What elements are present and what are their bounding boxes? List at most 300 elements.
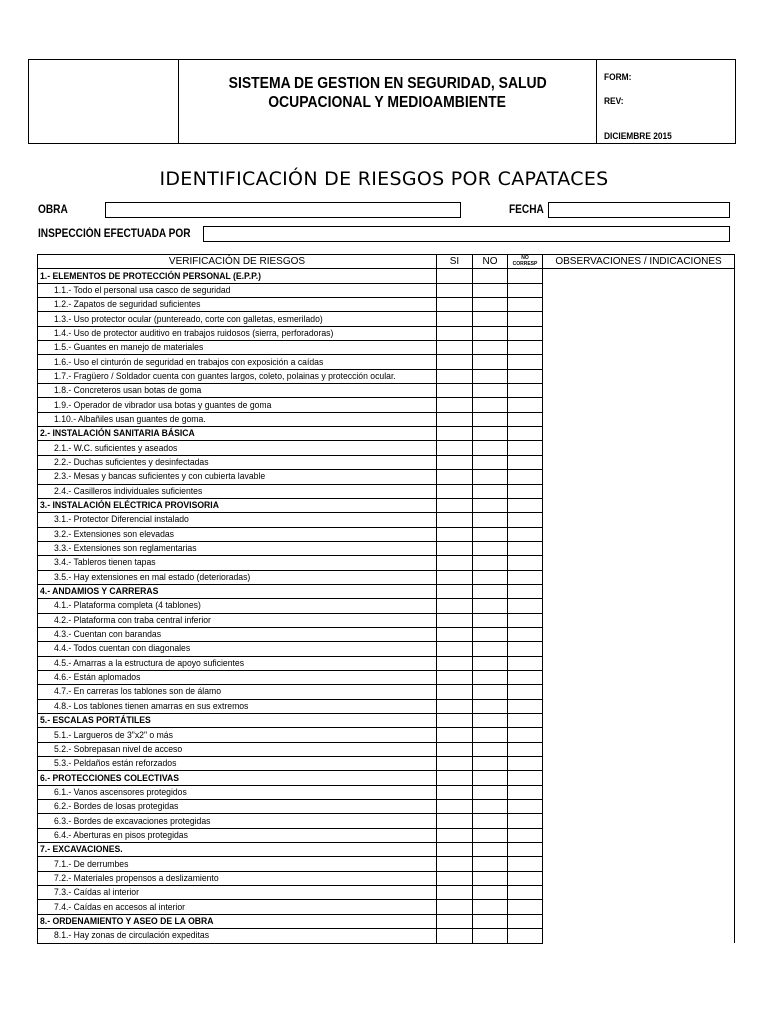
- si-cell[interactable]: [437, 556, 473, 570]
- no-corresp-cell[interactable]: [508, 599, 543, 613]
- si-cell[interactable]: [437, 714, 473, 728]
- section-title: 5.- ESCALAS PORTÁTILES: [38, 714, 437, 728]
- no-corresp-cell[interactable]: [508, 355, 543, 369]
- no-cell[interactable]: [473, 584, 508, 598]
- no-cell[interactable]: [473, 828, 508, 842]
- logo-area: [29, 60, 179, 143]
- observaciones-cell[interactable]: [543, 513, 735, 527]
- no-corresp-cell[interactable]: [508, 584, 543, 598]
- no-cell[interactable]: [473, 283, 508, 297]
- col-header-verificacion: VERIFICACIÓN DE RIESGOS: [38, 255, 437, 269]
- si-cell[interactable]: [437, 326, 473, 340]
- no-cell[interactable]: [473, 685, 508, 699]
- si-cell[interactable]: [437, 814, 473, 828]
- no-cell[interactable]: [473, 929, 508, 943]
- table-row: [38, 441, 735, 455]
- section-row: [38, 427, 735, 441]
- observaciones-cell[interactable]: [543, 427, 735, 441]
- observaciones-cell[interactable]: [543, 326, 735, 340]
- item-text: 4.6.- Están aplomados: [38, 670, 437, 684]
- no-corresp-cell[interactable]: [508, 828, 543, 842]
- item-text: 1.8.- Concreteros usan botas de goma: [38, 384, 437, 398]
- observaciones-cell[interactable]: [543, 771, 735, 785]
- si-cell[interactable]: [437, 771, 473, 785]
- observaciones-cell[interactable]: [543, 484, 735, 498]
- no-corresp-cell[interactable]: [508, 886, 543, 900]
- section-row: [38, 914, 735, 928]
- observaciones-cell[interactable]: [543, 742, 735, 756]
- si-cell[interactable]: [437, 455, 473, 469]
- no-cell[interactable]: [473, 771, 508, 785]
- observaciones-cell[interactable]: [543, 312, 735, 326]
- no-corresp-cell[interactable]: [508, 283, 543, 297]
- si-cell[interactable]: [437, 312, 473, 326]
- no-cell[interactable]: [473, 269, 508, 283]
- no-cell[interactable]: [473, 369, 508, 383]
- observaciones-cell[interactable]: [543, 828, 735, 842]
- observaciones-cell[interactable]: [543, 843, 735, 857]
- item-text: 1.6.- Uso el cinturón de seguridad en trabajos con exposición a caídas: [38, 355, 437, 369]
- observaciones-cell[interactable]: [543, 298, 735, 312]
- table-row: [38, 599, 735, 613]
- si-cell[interactable]: [437, 599, 473, 613]
- table-row: [38, 613, 735, 627]
- observaciones-cell[interactable]: [543, 728, 735, 742]
- si-cell[interactable]: [437, 298, 473, 312]
- header-meta: [597, 60, 735, 143]
- item-text: 1.3.- Uso protector ocular (puntereado, corte con galletas, esmerilado): [38, 312, 437, 326]
- observaciones-cell[interactable]: [543, 398, 735, 412]
- si-cell[interactable]: [437, 584, 473, 598]
- table-row: [38, 369, 735, 383]
- no-cell[interactable]: [473, 728, 508, 742]
- observaciones-cell[interactable]: [543, 470, 735, 484]
- no-cell[interactable]: [473, 757, 508, 771]
- no-corresp-cell[interactable]: [508, 656, 543, 670]
- no-corresp-cell[interactable]: [508, 771, 543, 785]
- si-cell[interactable]: [437, 900, 473, 914]
- item-text: 7.3.- Caídas al interior: [38, 886, 437, 900]
- risk-checklist-table: [37, 254, 735, 944]
- no-cell[interactable]: [473, 886, 508, 900]
- no-cell[interactable]: [473, 599, 508, 613]
- header-date: DICIEMBRE 2015: [604, 131, 672, 142]
- si-cell[interactable]: [437, 871, 473, 885]
- item-text: 1.5.- Guantes en manejo de materiales: [38, 341, 437, 355]
- si-cell[interactable]: [437, 828, 473, 842]
- no-cell[interactable]: [473, 800, 508, 814]
- item-text: 5.2.- Sobrepasan nivel de acceso: [38, 742, 437, 756]
- item-text: 1.7.- Fragüero / Soldador cuenta con guantes largos, coleto, polainas y protección ocular.: [38, 369, 437, 383]
- page-title: IDENTIFICACIÓN DE RIESGOS POR CAPATACES: [159, 168, 609, 190]
- col-header-no-corresp: NO CORRESP: [508, 255, 543, 269]
- no-cell[interactable]: [473, 670, 508, 684]
- no-corresp-cell[interactable]: [508, 455, 543, 469]
- observaciones-cell[interactable]: [543, 656, 735, 670]
- no-cell[interactable]: [473, 298, 508, 312]
- si-cell[interactable]: [437, 498, 473, 512]
- item-text: 4.8.- Los tablones tienen amarras en sus extremos: [38, 699, 437, 713]
- col-header-si: SI: [437, 255, 473, 269]
- si-cell[interactable]: [437, 283, 473, 297]
- table-row: [38, 384, 735, 398]
- no-corresp-cell[interactable]: [508, 613, 543, 627]
- no-cell[interactable]: [473, 914, 508, 928]
- header-title-line2: OCUPACIONAL Y MEDIOAMBIENTE: [268, 93, 507, 111]
- fecha-field[interactable]: [548, 202, 730, 218]
- item-text: 4.3.- Cuentan con barandas: [38, 627, 437, 641]
- si-cell[interactable]: [437, 341, 473, 355]
- table-row: [38, 627, 735, 641]
- no-corresp-cell[interactable]: [508, 341, 543, 355]
- table-row: [38, 742, 735, 756]
- no-cell[interactable]: [473, 900, 508, 914]
- no-cell[interactable]: [473, 427, 508, 441]
- no-corresp-cell[interactable]: [508, 527, 543, 541]
- item-text: 5.1.- Largueros de 3"x2" o más: [38, 728, 437, 742]
- table-row: [38, 828, 735, 842]
- observaciones-cell[interactable]: [543, 757, 735, 771]
- observaciones-cell[interactable]: [543, 871, 735, 885]
- observaciones-cell[interactable]: [543, 785, 735, 799]
- item-text: 6.3.- Bordes de excavaciones protegidas: [38, 814, 437, 828]
- section-row: [38, 771, 735, 785]
- item-text: 4.2.- Plataforma con traba central inferior: [38, 613, 437, 627]
- no-corresp-cell[interactable]: [508, 857, 543, 871]
- table-row: [38, 326, 735, 340]
- observaciones-cell[interactable]: [543, 584, 735, 598]
- observaciones-cell[interactable]: [543, 455, 735, 469]
- no-corresp-cell[interactable]: [508, 685, 543, 699]
- item-text: 1.1.- Todo el personal usa casco de seguridad: [38, 283, 437, 297]
- si-cell[interactable]: [437, 843, 473, 857]
- item-text: 6.1.- Vanos ascensores protegidos: [38, 785, 437, 799]
- no-corresp-cell[interactable]: [508, 929, 543, 943]
- no-cell[interactable]: [473, 355, 508, 369]
- si-cell[interactable]: [437, 627, 473, 641]
- si-cell[interactable]: [437, 369, 473, 383]
- section-title: 4.- ANDAMIOS Y CARRERAS: [38, 584, 437, 598]
- observaciones-cell[interactable]: [543, 498, 735, 512]
- section-title: 8.- ORDENAMIENTO Y ASEO DE LA OBRA: [38, 914, 437, 928]
- no-cell[interactable]: [473, 843, 508, 857]
- no-corresp-cell[interactable]: [508, 714, 543, 728]
- si-cell[interactable]: [437, 886, 473, 900]
- no-cell[interactable]: [473, 384, 508, 398]
- table-row: [38, 398, 735, 412]
- no-corresp-cell[interactable]: [508, 843, 543, 857]
- observaciones-cell[interactable]: [543, 886, 735, 900]
- item-text: 4.7.- En carreras los tablones son de álamo: [38, 685, 437, 699]
- no-corresp-cell[interactable]: [508, 670, 543, 684]
- document-header: [28, 59, 736, 144]
- si-cell[interactable]: [437, 914, 473, 928]
- no-cell[interactable]: [473, 455, 508, 469]
- si-cell[interactable]: [437, 484, 473, 498]
- observaciones-cell[interactable]: [543, 355, 735, 369]
- inspeccion-label: INSPECCIÓN EFECTUADA POR: [38, 228, 191, 240]
- item-text: 2.1.- W.C. suficientes y aseados: [38, 441, 437, 455]
- no-cell[interactable]: [473, 326, 508, 340]
- table-row: [38, 556, 735, 570]
- si-cell[interactable]: [437, 541, 473, 555]
- no-corresp-cell[interactable]: [508, 800, 543, 814]
- section-row: [38, 269, 735, 283]
- form-label: FORM:: [604, 72, 632, 83]
- no-cell[interactable]: [473, 541, 508, 555]
- item-text: 3.3.- Extensiones son reglamentarias: [38, 541, 437, 555]
- table-row: [38, 470, 735, 484]
- obra-label: OBRA: [38, 204, 68, 216]
- item-text: 4.1.- Plataforma completa (4 tablones): [38, 599, 437, 613]
- table-row: [38, 857, 735, 871]
- item-text: 2.3.- Mesas y bancas suficientes y con cubierta lavable: [38, 470, 437, 484]
- no-corresp-cell[interactable]: [508, 914, 543, 928]
- item-text: 3.2.- Extensiones son elevadas: [38, 527, 437, 541]
- observaciones-cell[interactable]: [543, 670, 735, 684]
- si-cell[interactable]: [437, 670, 473, 684]
- si-cell[interactable]: [437, 757, 473, 771]
- no-corresp-cell[interactable]: [508, 384, 543, 398]
- table-row: [38, 513, 735, 527]
- item-text: 1.10.- Albañiles usan guantes de goma.: [38, 412, 437, 426]
- no-cell[interactable]: [473, 613, 508, 627]
- observaciones-cell[interactable]: [543, 570, 735, 584]
- table-row: [38, 886, 735, 900]
- no-corresp-cell[interactable]: [508, 556, 543, 570]
- table-row: [38, 699, 735, 713]
- no-cell[interactable]: [473, 312, 508, 326]
- inspeccion-field[interactable]: [203, 226, 730, 242]
- si-cell[interactable]: [437, 800, 473, 814]
- si-cell[interactable]: [437, 785, 473, 799]
- si-cell[interactable]: [437, 929, 473, 943]
- si-cell[interactable]: [437, 470, 473, 484]
- si-cell[interactable]: [437, 570, 473, 584]
- table-row: [38, 728, 735, 742]
- item-text: 3.5.- Hay extensiones en mal estado (deterioradas): [38, 570, 437, 584]
- no-corresp-cell[interactable]: [508, 627, 543, 641]
- no-corresp-cell[interactable]: [508, 484, 543, 498]
- observaciones-cell[interactable]: [543, 929, 735, 943]
- si-cell[interactable]: [437, 427, 473, 441]
- observaciones-cell[interactable]: [543, 685, 735, 699]
- si-cell[interactable]: [437, 384, 473, 398]
- table-row: [38, 455, 735, 469]
- table-row: [38, 900, 735, 914]
- no-corresp-cell[interactable]: [508, 269, 543, 283]
- si-cell[interactable]: [437, 441, 473, 455]
- table-row: [38, 570, 735, 584]
- no-corresp-cell[interactable]: [508, 498, 543, 512]
- table-row: [38, 785, 735, 799]
- no-cell[interactable]: [473, 714, 508, 728]
- observaciones-cell[interactable]: [543, 613, 735, 627]
- si-cell[interactable]: [437, 857, 473, 871]
- table-row: [38, 685, 735, 699]
- si-cell[interactable]: [437, 642, 473, 656]
- no-cell[interactable]: [473, 513, 508, 527]
- table-row: [38, 412, 735, 426]
- observaciones-cell[interactable]: [543, 412, 735, 426]
- no-corresp-cell[interactable]: [508, 900, 543, 914]
- item-text: 4.4.- Todos cuentan con diagonales: [38, 642, 437, 656]
- observaciones-cell[interactable]: [543, 369, 735, 383]
- no-corresp-cell[interactable]: [508, 470, 543, 484]
- table-row: [38, 484, 735, 498]
- observaciones-cell[interactable]: [543, 800, 735, 814]
- table-row: [38, 312, 735, 326]
- table-header-row: [38, 255, 735, 269]
- no-cell[interactable]: [473, 341, 508, 355]
- table-row: [38, 670, 735, 684]
- item-text: 1.2.- Zapatos de seguridad suficientes: [38, 298, 437, 312]
- si-cell[interactable]: [437, 613, 473, 627]
- no-cell[interactable]: [473, 857, 508, 871]
- section-title: 1.- ELEMENTOS DE PROTECCIÓN PERSONAL (E.P.P.): [38, 269, 437, 283]
- no-cell[interactable]: [473, 556, 508, 570]
- item-text: 1.4.- Uso de protector auditivo en trabajos ruidosos (sierra, perforadoras): [38, 326, 437, 340]
- si-cell[interactable]: [437, 527, 473, 541]
- no-corresp-cell[interactable]: [508, 699, 543, 713]
- no-cell[interactable]: [473, 398, 508, 412]
- observaciones-cell[interactable]: [543, 541, 735, 555]
- observaciones-cell[interactable]: [543, 642, 735, 656]
- table-row: [38, 642, 735, 656]
- observaciones-cell[interactable]: [543, 627, 735, 641]
- item-text: 2.4.- Casilleros individuales suficientes: [38, 484, 437, 498]
- table-row: [38, 757, 735, 771]
- table-row: [38, 341, 735, 355]
- no-cell[interactable]: [473, 470, 508, 484]
- si-cell[interactable]: [437, 355, 473, 369]
- si-cell[interactable]: [437, 513, 473, 527]
- item-text: 7.1.- De derrumbes: [38, 857, 437, 871]
- si-cell[interactable]: [437, 269, 473, 283]
- no-corresp-cell[interactable]: [508, 441, 543, 455]
- no-cell[interactable]: [473, 441, 508, 455]
- table-row: [38, 283, 735, 297]
- section-title: 2.- INSTALACIÓN SANITARIA BÁSICA: [38, 427, 437, 441]
- item-text: 2.2.- Duchas suficientes y desinfectadas: [38, 455, 437, 469]
- header-title-line1: SISTEMA DE GESTION EN SEGURIDAD, SALUD: [228, 74, 547, 92]
- no-corresp-cell[interactable]: [508, 412, 543, 426]
- observaciones-cell[interactable]: [543, 714, 735, 728]
- section-row: [38, 498, 735, 512]
- section-row: [38, 584, 735, 598]
- table-row: [38, 298, 735, 312]
- no-corresp-cell[interactable]: [508, 513, 543, 527]
- section-row: [38, 843, 735, 857]
- observaciones-cell[interactable]: [543, 599, 735, 613]
- no-corresp-cell[interactable]: [508, 312, 543, 326]
- si-cell[interactable]: [437, 656, 473, 670]
- item-text: 4.5.- Amarras a la estructura de apoyo suficientes: [38, 656, 437, 670]
- si-cell[interactable]: [437, 699, 473, 713]
- observaciones-cell[interactable]: [543, 269, 735, 283]
- no-corresp-cell[interactable]: [508, 398, 543, 412]
- table-row: [38, 355, 735, 369]
- observaciones-cell[interactable]: [543, 527, 735, 541]
- observaciones-cell[interactable]: [543, 814, 735, 828]
- fecha-label: FECHA: [509, 204, 544, 216]
- no-corresp-cell[interactable]: [508, 728, 543, 742]
- no-corresp-cell[interactable]: [508, 785, 543, 799]
- no-corresp-cell[interactable]: [508, 298, 543, 312]
- no-cell[interactable]: [473, 814, 508, 828]
- si-cell[interactable]: [437, 728, 473, 742]
- no-corresp-cell[interactable]: [508, 369, 543, 383]
- obra-field[interactable]: [105, 202, 461, 218]
- header-title: [179, 60, 597, 143]
- no-cell[interactable]: [473, 742, 508, 756]
- no-corresp-cell[interactable]: [508, 427, 543, 441]
- rev-label: REV:: [604, 96, 624, 107]
- table-row: [38, 656, 735, 670]
- no-corresp-cell[interactable]: [508, 757, 543, 771]
- si-cell[interactable]: [437, 412, 473, 426]
- si-cell[interactable]: [437, 742, 473, 756]
- observaciones-cell[interactable]: [543, 914, 735, 928]
- no-corresp-cell[interactable]: [508, 814, 543, 828]
- no-cell[interactable]: [473, 699, 508, 713]
- section-row: [38, 714, 735, 728]
- no-corresp-cell[interactable]: [508, 541, 543, 555]
- observaciones-cell[interactable]: [543, 441, 735, 455]
- item-text: 6.4.- Aberturas en pisos protegidas: [38, 828, 437, 842]
- no-cell[interactable]: [473, 412, 508, 426]
- observaciones-cell[interactable]: [543, 857, 735, 871]
- observaciones-cell[interactable]: [543, 341, 735, 355]
- no-cell[interactable]: [473, 627, 508, 641]
- no-cell[interactable]: [473, 498, 508, 512]
- si-cell[interactable]: [437, 398, 473, 412]
- no-cell[interactable]: [473, 871, 508, 885]
- col-header-no: NO: [473, 255, 508, 269]
- no-cell[interactable]: [473, 785, 508, 799]
- no-corresp-cell[interactable]: [508, 570, 543, 584]
- si-cell[interactable]: [437, 685, 473, 699]
- observaciones-cell[interactable]: [543, 699, 735, 713]
- section-title: 3.- INSTALACIÓN ELÉCTRICA PROVISORIA: [38, 498, 437, 512]
- no-corresp-cell[interactable]: [508, 871, 543, 885]
- no-corresp-cell[interactable]: [508, 642, 543, 656]
- no-cell[interactable]: [473, 527, 508, 541]
- no-cell[interactable]: [473, 656, 508, 670]
- no-corresp-cell[interactable]: [508, 326, 543, 340]
- item-text: 8.1.- Hay zonas de circulación expeditas: [38, 929, 437, 943]
- observaciones-cell[interactable]: [543, 556, 735, 570]
- table-row: [38, 814, 735, 828]
- observaciones-cell[interactable]: [543, 384, 735, 398]
- observaciones-cell[interactable]: [543, 900, 735, 914]
- table-row: [38, 929, 735, 943]
- item-text: 1.9.- Operador de vibrador usa botas y guantes de goma: [38, 398, 437, 412]
- no-cell[interactable]: [473, 484, 508, 498]
- item-text: 7.2.- Materiales propensos a deslizamiento: [38, 871, 437, 885]
- no-corresp-cell[interactable]: [508, 742, 543, 756]
- item-text: 5.3.- Peldaños están reforzados: [38, 757, 437, 771]
- section-title: 6.- PROTECCIONES COLECTIVAS: [38, 771, 437, 785]
- no-cell[interactable]: [473, 570, 508, 584]
- item-text: 3.4.- Tableros tienen tapas: [38, 556, 437, 570]
- item-text: 3.1.- Protector Diferencial instalado: [38, 513, 437, 527]
- table-row: [38, 541, 735, 555]
- observaciones-cell[interactable]: [543, 283, 735, 297]
- no-cell[interactable]: [473, 642, 508, 656]
- table-row: [38, 527, 735, 541]
- table-row: [38, 800, 735, 814]
